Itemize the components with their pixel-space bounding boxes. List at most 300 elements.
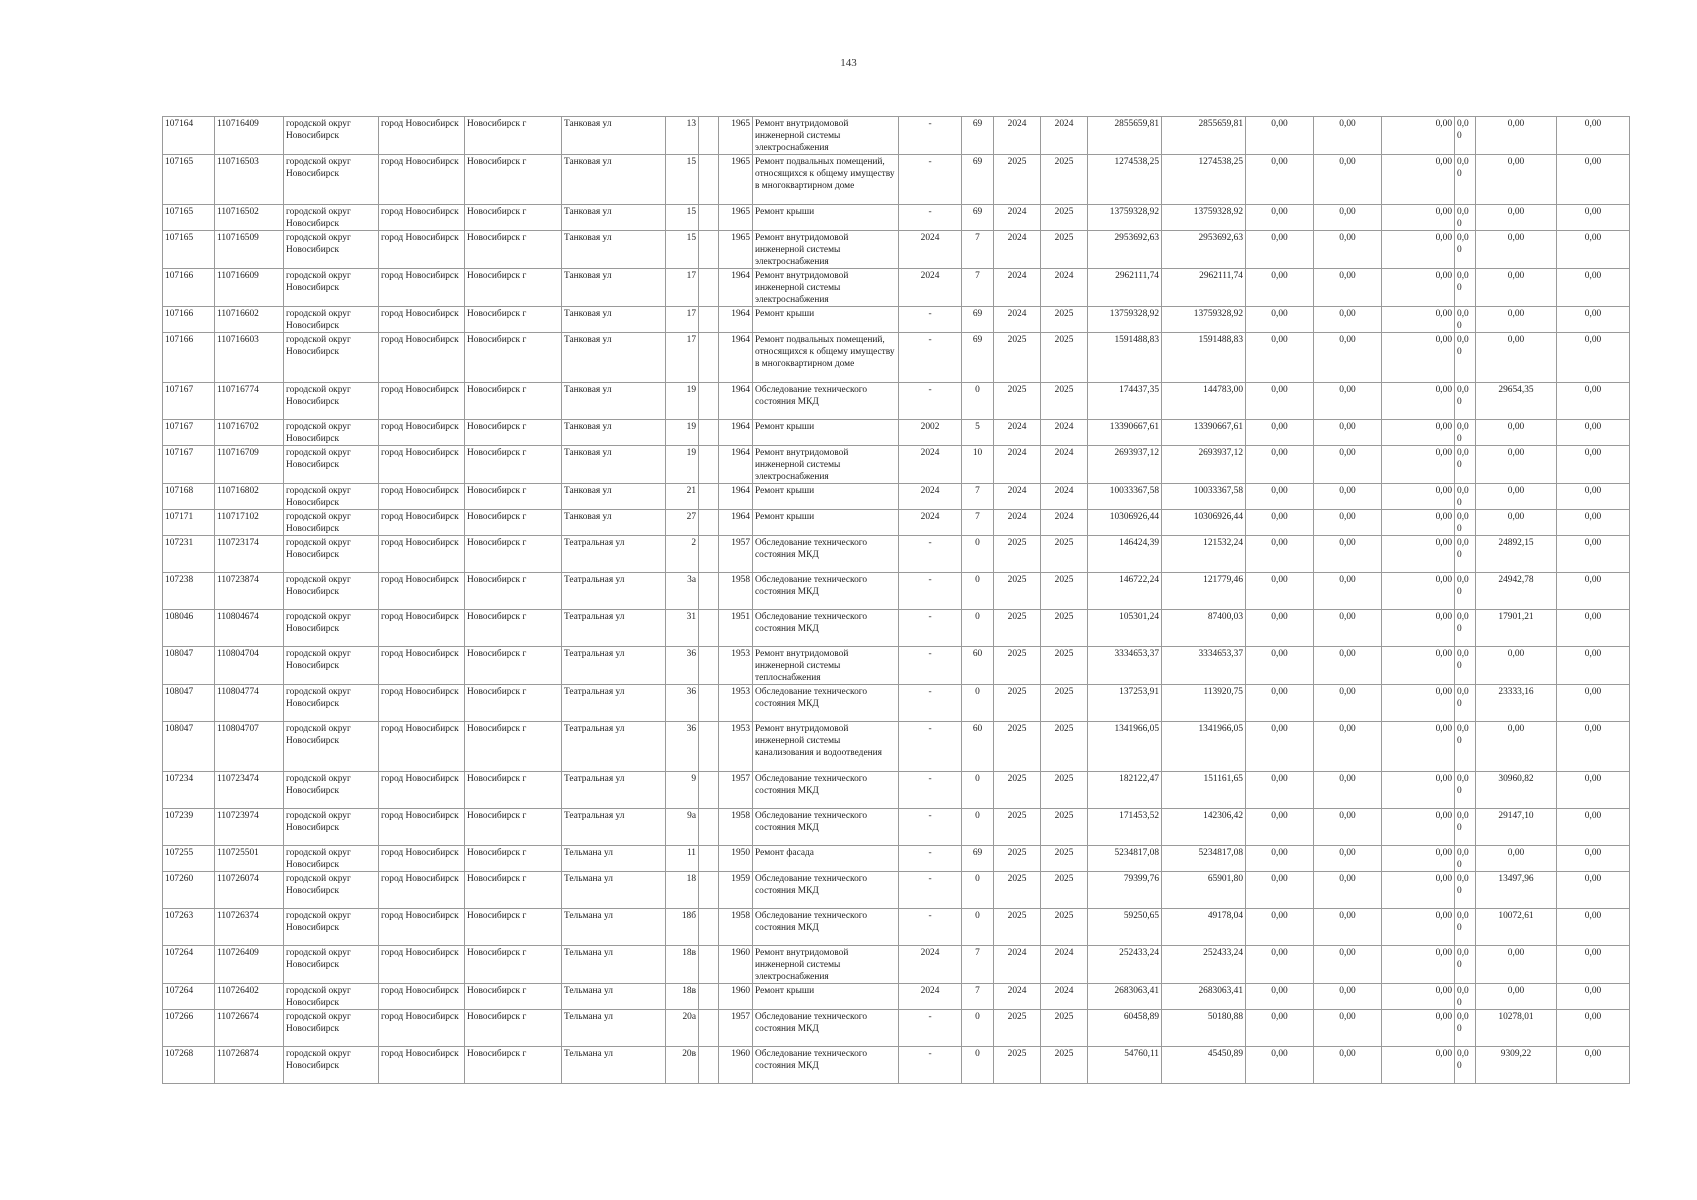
row-cost-total: 182122,47 [1088,772,1162,809]
table-row [163,909,1630,946]
row-cost-c6: 0,00 [1557,383,1630,420]
row-blank [699,307,719,333]
row-cost-c2: 0,00 [1314,909,1382,946]
row-id: 108047 [163,685,215,722]
row-cost-total: 10306926,44 [1088,510,1162,536]
row-cost-c3: 0,00 [1382,872,1455,909]
row-year-to: 2025 [1041,772,1088,809]
row-cost-c3: 0,00 [1382,231,1455,269]
row-blank [699,510,719,536]
row-wear: 7 [962,510,994,536]
row-cost-c6: 0,00 [1557,536,1630,573]
row-code: 110716802 [215,484,284,510]
row-house: 18в [666,984,699,1010]
table-row [163,809,1630,846]
row-cost-c1: 0,00 [1246,685,1314,722]
row-cost-total: 252433,24 [1088,946,1162,984]
row-cost-c6: 0,00 [1557,984,1630,1010]
row-house: 17 [666,333,699,383]
row-locality: Новосибирск г [465,383,562,420]
row-cost-fund: 1341966,05 [1162,722,1246,772]
row-cost-c5: 0,00 [1476,333,1557,383]
row-year-to: 2024 [1041,510,1088,536]
row-year-from: 2025 [994,1047,1041,1084]
row-cost-fund: 5234817,08 [1162,846,1246,872]
row-cost-total: 105301,24 [1088,610,1162,647]
row-year-built: 1958 [719,573,753,610]
row-year-built: 1958 [719,909,753,946]
row-code: 110723474 [215,772,284,809]
row-code: 110716509 [215,231,284,269]
row-work-type: Обследование технического состояния МКД [753,909,899,946]
row-cost-c2: 0,00 [1314,510,1382,536]
row-blank [699,722,719,772]
row-year-from: 2024 [994,946,1041,984]
row-cost-c3: 0,00 [1382,846,1455,872]
row-cost-c2: 0,00 [1314,231,1382,269]
row-last-repair: - [899,685,962,722]
row-code: 110726374 [215,909,284,946]
row-city-type: город Новосибирск [379,269,465,307]
row-cost-total: 13390667,61 [1088,420,1162,446]
row-district: городской округ Новосибирск [284,909,379,946]
row-cost-c6: 0,00 [1557,722,1630,772]
table-row [163,722,1630,772]
row-cost-c3: 0,00 [1382,809,1455,846]
row-year-from: 2025 [994,872,1041,909]
table-row [163,536,1630,573]
row-wear: 7 [962,231,994,269]
row-street: Танковая ул [562,117,666,155]
row-year-built: 1964 [719,420,753,446]
row-city-type: город Новосибирск [379,333,465,383]
row-cost-c1: 0,00 [1246,984,1314,1010]
table-row [163,573,1630,610]
row-work-type: Ремонт крыши [753,510,899,536]
row-city-type: город Новосибирск [379,383,465,420]
row-cost-c1: 0,00 [1246,610,1314,647]
row-cost-c1: 0,00 [1246,772,1314,809]
row-street: Театральная ул [562,610,666,647]
table-row [163,333,1630,383]
row-cost-c4: 0,00 [1455,809,1476,846]
row-work-type: Ремонт фасада [753,846,899,872]
row-wear: 0 [962,772,994,809]
table-row [163,446,1630,484]
row-id: 107239 [163,809,215,846]
row-year-built: 1964 [719,383,753,420]
row-cost-c4: 0,00 [1455,510,1476,536]
row-cost-c5: 10072,61 [1476,909,1557,946]
row-wear: 0 [962,536,994,573]
row-street: Тельмана ул [562,946,666,984]
table-row [163,383,1630,420]
row-year-built: 1959 [719,872,753,909]
row-year-from: 2025 [994,610,1041,647]
row-cost-total: 137253,91 [1088,685,1162,722]
row-locality: Новосибирск г [465,872,562,909]
row-cost-fund: 13390667,61 [1162,420,1246,446]
row-district: городской округ Новосибирск [284,484,379,510]
row-cost-c6: 0,00 [1557,772,1630,809]
row-work-type: Ремонт внутридомовой инженерной системы электроснабжения [753,117,899,155]
row-blank [699,269,719,307]
row-locality: Новосибирск г [465,573,562,610]
row-city-type: город Новосибирск [379,610,465,647]
row-year-built: 1965 [719,205,753,231]
row-year-to: 2024 [1041,117,1088,155]
row-cost-c5: 0,00 [1476,722,1557,772]
row-house: 9 [666,772,699,809]
row-cost-c1: 0,00 [1246,846,1314,872]
row-cost-fund: 252433,24 [1162,946,1246,984]
row-last-repair: 2024 [899,946,962,984]
row-last-repair: - [899,872,962,909]
row-cost-c5: 9309,22 [1476,1047,1557,1084]
row-blank [699,984,719,1010]
row-year-from: 2025 [994,909,1041,946]
row-cost-c5: 0,00 [1476,269,1557,307]
row-house: 20а [666,1010,699,1047]
row-year-to: 2025 [1041,231,1088,269]
row-cost-c4: 0,00 [1455,269,1476,307]
row-cost-c6: 0,00 [1557,872,1630,909]
row-district: городской округ Новосибирск [284,1010,379,1047]
row-last-repair: - [899,573,962,610]
row-last-repair: 2024 [899,269,962,307]
row-locality: Новосибирск г [465,809,562,846]
row-wear: 0 [962,909,994,946]
row-cost-c5: 0,00 [1476,647,1557,685]
row-cost-c3: 0,00 [1382,383,1455,420]
row-cost-c5: 29654,35 [1476,383,1557,420]
row-year-to: 2025 [1041,155,1088,205]
row-house: 36 [666,685,699,722]
row-year-to: 2025 [1041,573,1088,610]
row-work-type: Ремонт крыши [753,307,899,333]
table-row [163,610,1630,647]
row-blank [699,1010,719,1047]
row-last-repair: 2002 [899,420,962,446]
row-cost-total: 171453,52 [1088,809,1162,846]
row-house: 18б [666,909,699,946]
row-cost-c4: 0,00 [1455,333,1476,383]
row-cost-c5: 0,00 [1476,946,1557,984]
row-cost-c1: 0,00 [1246,722,1314,772]
row-cost-c5: 0,00 [1476,307,1557,333]
row-last-repair: 2024 [899,984,962,1010]
table-row [163,946,1630,984]
row-blank [699,383,719,420]
row-year-from: 2025 [994,573,1041,610]
row-city-type: город Новосибирск [379,155,465,205]
row-wear: 7 [962,484,994,510]
row-code: 110716609 [215,269,284,307]
row-city-type: город Новосибирск [379,484,465,510]
row-year-built: 1964 [719,510,753,536]
row-cost-c6: 0,00 [1557,1047,1630,1084]
row-year-from: 2024 [994,484,1041,510]
row-city-type: город Новосибирск [379,685,465,722]
row-cost-total: 5234817,08 [1088,846,1162,872]
table-row [163,205,1630,231]
row-cost-c2: 0,00 [1314,722,1382,772]
row-year-to: 2025 [1041,333,1088,383]
row-cost-c6: 0,00 [1557,420,1630,446]
row-blank [699,420,719,446]
row-work-type: Ремонт внутридомовой инженерной системы канализования и водоотведения [753,722,899,772]
row-year-to: 2025 [1041,872,1088,909]
row-cost-fund: 142306,42 [1162,809,1246,846]
row-cost-fund: 2962111,74 [1162,269,1246,307]
row-cost-c2: 0,00 [1314,333,1382,383]
row-id: 107166 [163,333,215,383]
row-street: Танковая ул [562,484,666,510]
row-work-type: Ремонт внутридомовой инженерной системы теплоснабжения [753,647,899,685]
row-cost-c3: 0,00 [1382,117,1455,155]
row-year-to: 2025 [1041,846,1088,872]
row-year-to: 2024 [1041,446,1088,484]
row-cost-c6: 0,00 [1557,205,1630,231]
row-district: городской округ Новосибирск [284,946,379,984]
row-id: 107165 [163,155,215,205]
row-work-type: Обследование технического состояния МКД [753,1010,899,1047]
row-wear: 60 [962,722,994,772]
row-city-type: город Новосибирск [379,420,465,446]
row-last-repair: - [899,205,962,231]
row-cost-c1: 0,00 [1246,536,1314,573]
row-cost-c4: 0,00 [1455,872,1476,909]
row-cost-c6: 0,00 [1557,484,1630,510]
row-city-type: город Новосибирск [379,809,465,846]
row-street: Тельмана ул [562,909,666,946]
row-year-built: 1960 [719,984,753,1010]
row-code: 110804707 [215,722,284,772]
row-cost-c1: 0,00 [1246,155,1314,205]
row-year-to: 2025 [1041,809,1088,846]
row-cost-c3: 0,00 [1382,307,1455,333]
row-year-from: 2025 [994,536,1041,573]
row-work-type: Обследование технического состояния МКД [753,685,899,722]
row-cost-fund: 13759328,92 [1162,307,1246,333]
row-cost-c2: 0,00 [1314,846,1382,872]
row-cost-c3: 0,00 [1382,205,1455,231]
row-locality: Новосибирск г [465,1047,562,1084]
row-year-built: 1965 [719,155,753,205]
row-cost-total: 146722,24 [1088,573,1162,610]
row-cost-c3: 0,00 [1382,685,1455,722]
row-cost-c1: 0,00 [1246,1047,1314,1084]
row-blank [699,484,719,510]
row-code: 110726402 [215,984,284,1010]
row-code: 110716603 [215,333,284,383]
row-wear: 0 [962,1010,994,1047]
row-street: Танковая ул [562,231,666,269]
row-cost-c2: 0,00 [1314,647,1382,685]
row-wear: 5 [962,420,994,446]
row-cost-fund: 1274538,25 [1162,155,1246,205]
row-city-type: город Новосибирск [379,647,465,685]
row-district: городской округ Новосибирск [284,446,379,484]
row-cost-c3: 0,00 [1382,772,1455,809]
row-district: городской округ Новосибирск [284,984,379,1010]
row-district: городской округ Новосибирск [284,610,379,647]
row-id: 107166 [163,307,215,333]
table-row [163,984,1630,1010]
row-cost-c3: 0,00 [1382,484,1455,510]
row-city-type: город Новосибирск [379,1047,465,1084]
row-year-to: 2024 [1041,420,1088,446]
row-code: 110716503 [215,155,284,205]
row-cost-total: 60458,89 [1088,1010,1162,1047]
row-locality: Новосибирск г [465,269,562,307]
row-cost-c4: 0,00 [1455,573,1476,610]
row-cost-total: 2683063,41 [1088,984,1162,1010]
row-cost-fund: 87400,03 [1162,610,1246,647]
row-locality: Новосибирск г [465,536,562,573]
table-row [163,117,1630,155]
row-id: 107167 [163,420,215,446]
row-cost-c5: 30960,82 [1476,772,1557,809]
row-cost-c3: 0,00 [1382,573,1455,610]
row-street: Танковая ул [562,510,666,536]
row-house: 21 [666,484,699,510]
row-cost-c4: 0,00 [1455,946,1476,984]
row-wear: 0 [962,809,994,846]
row-cost-total: 54760,11 [1088,1047,1162,1084]
row-cost-c4: 0,00 [1455,446,1476,484]
row-id: 107268 [163,1047,215,1084]
row-year-to: 2025 [1041,685,1088,722]
row-last-repair: 2024 [899,484,962,510]
row-locality: Новосибирск г [465,333,562,383]
row-cost-fund: 65901,80 [1162,872,1246,909]
row-year-from: 2025 [994,846,1041,872]
row-cost-fund: 151161,65 [1162,772,1246,809]
row-cost-c4: 0,00 [1455,117,1476,155]
row-house: 19 [666,420,699,446]
row-cost-c1: 0,00 [1246,909,1314,946]
row-id: 107264 [163,946,215,984]
row-id: 107231 [163,536,215,573]
row-city-type: город Новосибирск [379,573,465,610]
row-id: 107167 [163,383,215,420]
row-cost-c6: 0,00 [1557,846,1630,872]
row-cost-c5: 24892,15 [1476,536,1557,573]
row-code: 110723174 [215,536,284,573]
table-row [163,1010,1630,1047]
row-id: 107234 [163,772,215,809]
row-city-type: город Новосибирск [379,231,465,269]
row-cost-c3: 0,00 [1382,1047,1455,1084]
row-code: 110804774 [215,685,284,722]
row-id: 107266 [163,1010,215,1047]
row-work-type: Ремонт крыши [753,484,899,510]
row-code: 110723974 [215,809,284,846]
row-year-to: 2025 [1041,647,1088,685]
row-wear: 69 [962,333,994,383]
row-cost-c6: 0,00 [1557,809,1630,846]
row-year-to: 2025 [1041,1010,1088,1047]
row-district: городской округ Новосибирск [284,155,379,205]
row-cost-c4: 0,00 [1455,155,1476,205]
row-cost-fund: 121532,24 [1162,536,1246,573]
table-row [163,231,1630,269]
row-id: 107238 [163,573,215,610]
row-district: городской округ Новосибирск [284,510,379,536]
row-locality: Новосибирск г [465,647,562,685]
row-cost-c3: 0,00 [1382,420,1455,446]
row-city-type: город Новосибирск [379,722,465,772]
row-year-to: 2025 [1041,722,1088,772]
row-house: 31 [666,610,699,647]
row-cost-c1: 0,00 [1246,647,1314,685]
row-year-from: 2025 [994,333,1041,383]
row-wear: 7 [962,269,994,307]
row-cost-c6: 0,00 [1557,155,1630,205]
row-wear: 0 [962,383,994,420]
row-cost-c2: 0,00 [1314,383,1382,420]
row-street: Театральная ул [562,772,666,809]
row-cost-c2: 0,00 [1314,484,1382,510]
row-id: 107260 [163,872,215,909]
row-street: Тельмана ул [562,846,666,872]
row-cost-c6: 0,00 [1557,510,1630,536]
row-district: городской округ Новосибирск [284,536,379,573]
row-cost-c1: 0,00 [1246,1010,1314,1047]
row-city-type: город Новосибирск [379,772,465,809]
row-last-repair: - [899,846,962,872]
row-blank [699,117,719,155]
row-year-from: 2024 [994,446,1041,484]
row-cost-c6: 0,00 [1557,446,1630,484]
row-cost-c2: 0,00 [1314,269,1382,307]
row-year-built: 1964 [719,484,753,510]
row-cost-c3: 0,00 [1382,722,1455,772]
row-last-repair: 2024 [899,510,962,536]
row-cost-c1: 0,00 [1246,117,1314,155]
row-district: городской округ Новосибирск [284,685,379,722]
row-city-type: город Новосибирск [379,536,465,573]
row-district: городской округ Новосибирск [284,333,379,383]
row-cost-c5: 0,00 [1476,420,1557,446]
row-cost-fund: 50180,88 [1162,1010,1246,1047]
row-year-from: 2025 [994,383,1041,420]
row-cost-c5: 0,00 [1476,117,1557,155]
row-cost-c1: 0,00 [1246,446,1314,484]
row-wear: 69 [962,307,994,333]
row-year-from: 2024 [994,307,1041,333]
row-id: 107168 [163,484,215,510]
row-cost-c5: 0,00 [1476,984,1557,1010]
row-street: Театральная ул [562,809,666,846]
row-year-to: 2025 [1041,1047,1088,1084]
row-locality: Новосибирск г [465,946,562,984]
row-street: Тельмана ул [562,872,666,909]
row-work-type: Обследование технического состояния МКД [753,1047,899,1084]
row-cost-c4: 0,00 [1455,647,1476,685]
row-cost-c2: 0,00 [1314,446,1382,484]
row-cost-fund: 49178,04 [1162,909,1246,946]
row-work-type: Обследование технического состояния МКД [753,383,899,420]
row-cost-c2: 0,00 [1314,809,1382,846]
row-id: 107171 [163,510,215,536]
row-last-repair: - [899,909,962,946]
row-year-built: 1958 [719,809,753,846]
row-year-to: 2025 [1041,610,1088,647]
row-cost-c1: 0,00 [1246,420,1314,446]
row-wear: 0 [962,610,994,647]
